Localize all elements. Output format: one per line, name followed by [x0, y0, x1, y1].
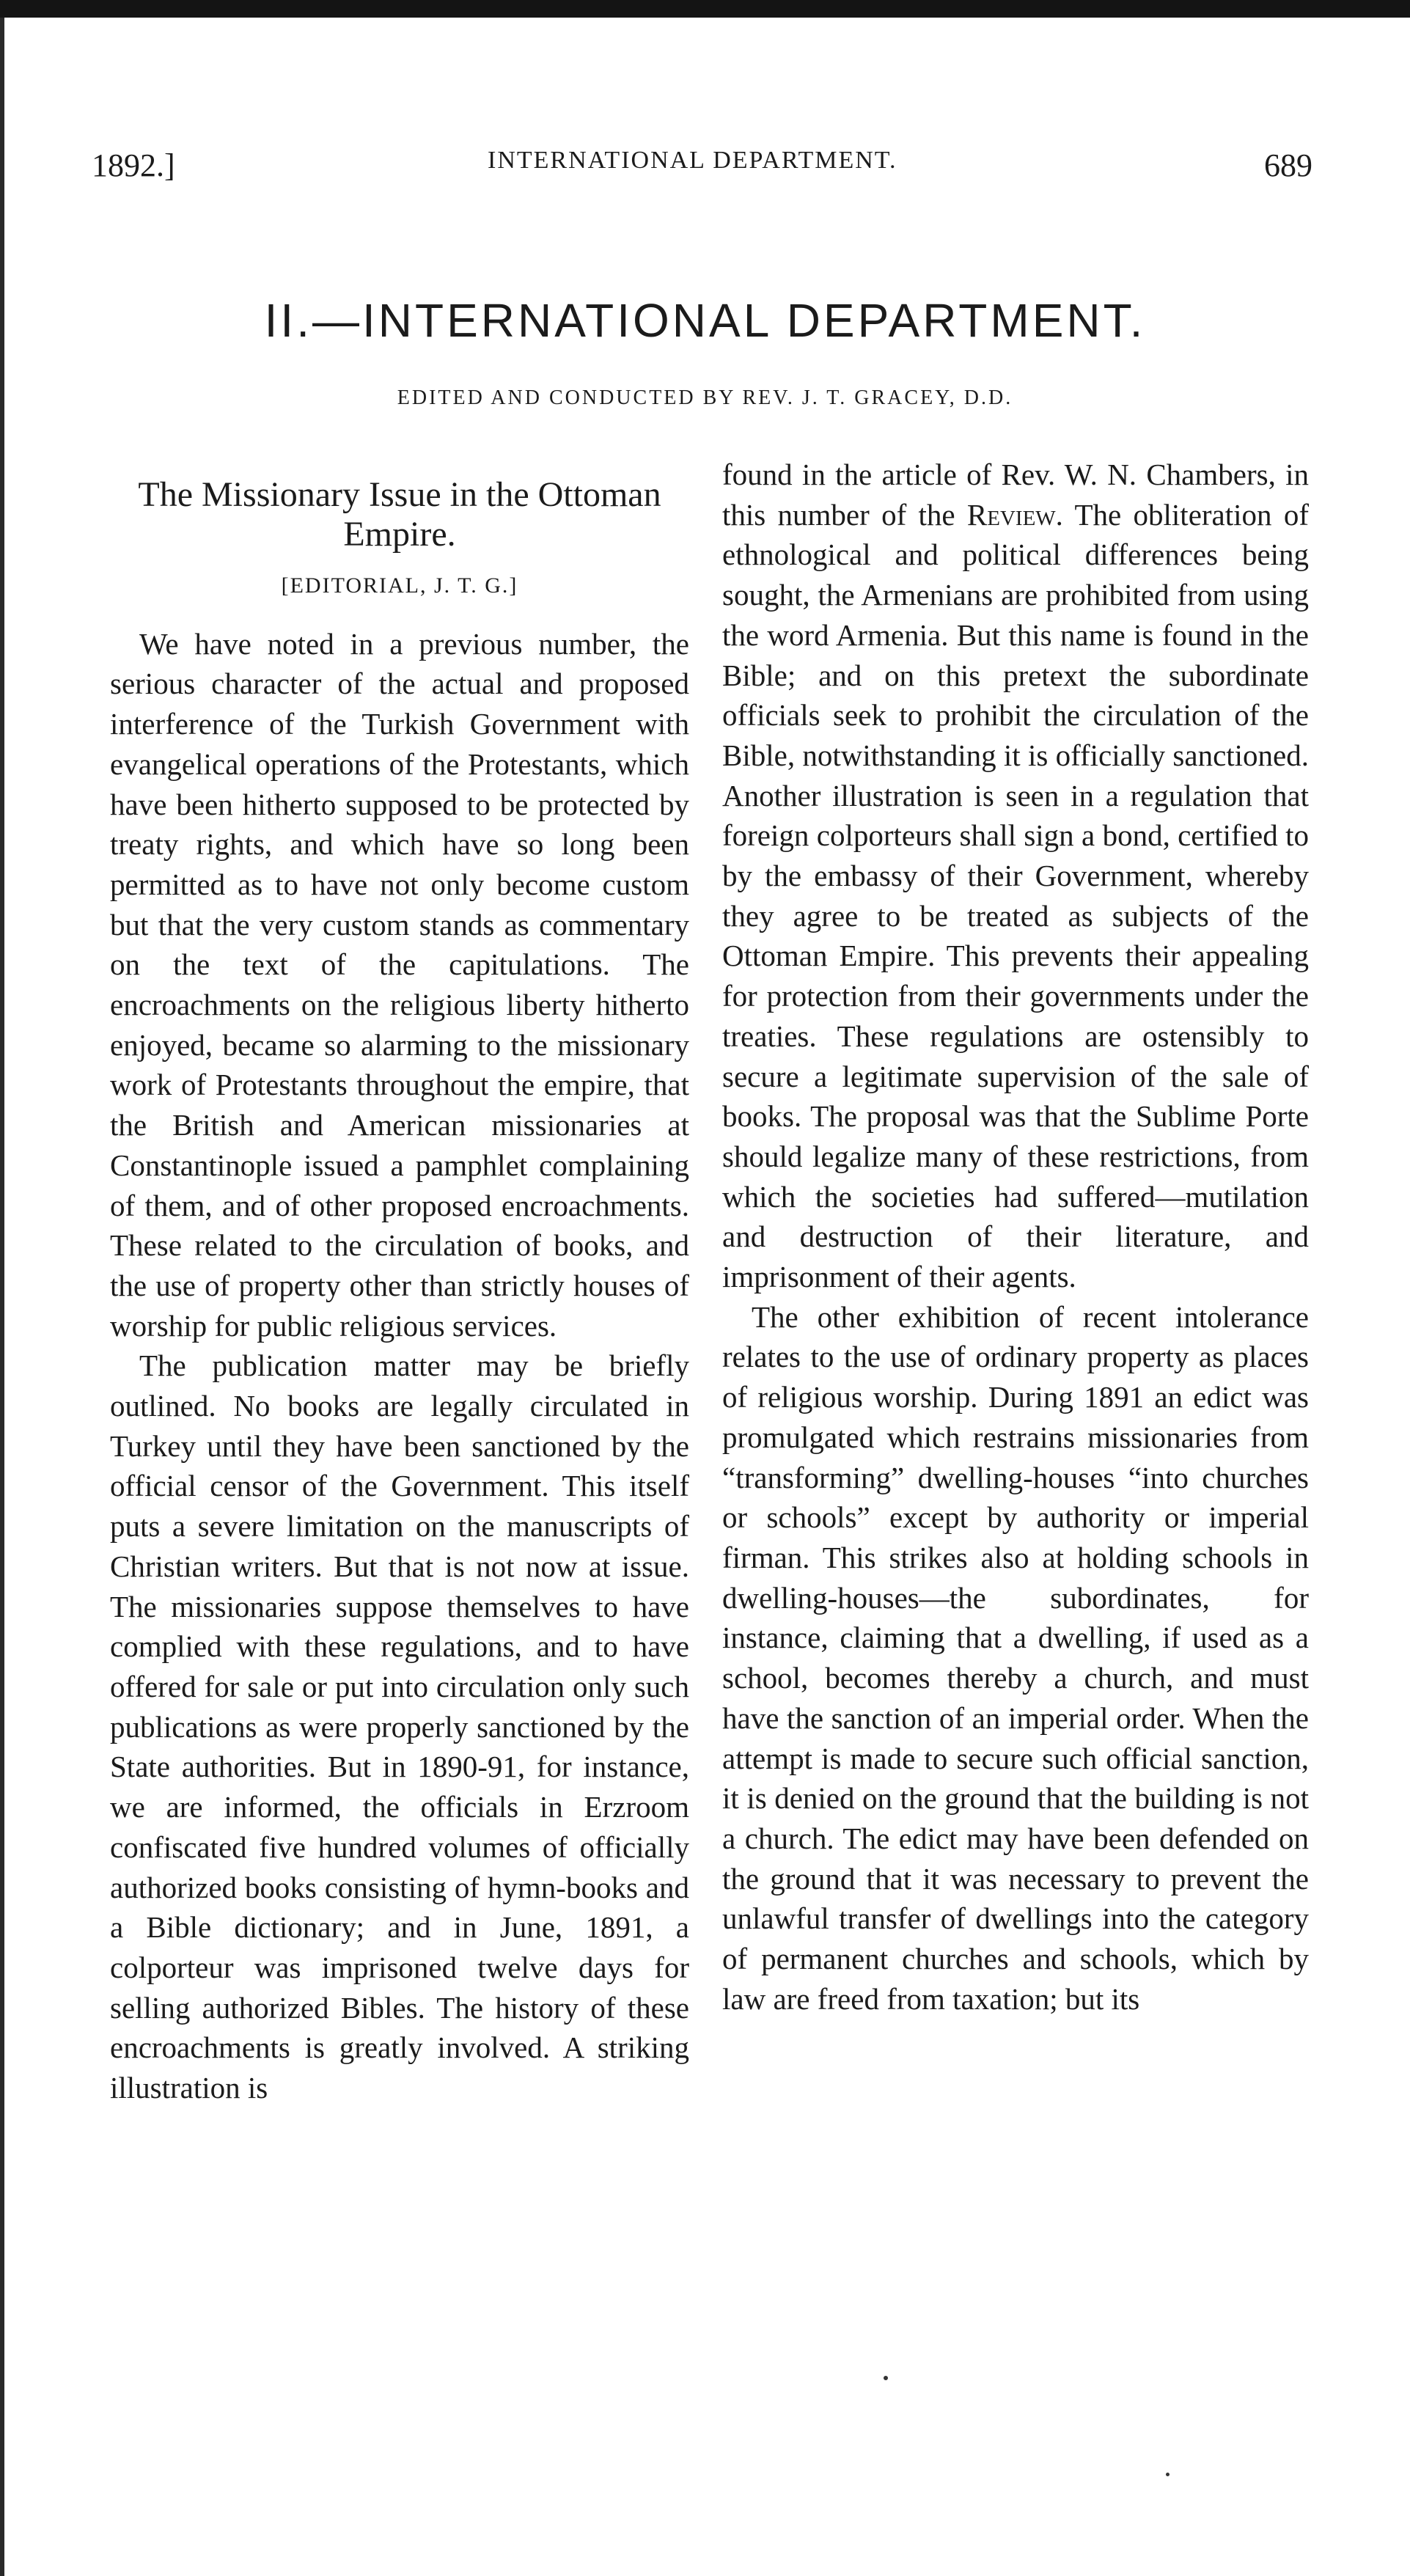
article-paragraph-continued [722, 455, 1309, 1297]
article-paragraph: We have noted in a previous number, the serious character of the actual and proposed interference of the Turkish Government with evangelical operations of the Protestants, which have been hitherto supposed to be protected by treaty rights, and which have so long been permitted as to have not only become custom but that the very custom stands as commentary on the text of the capitulations. The encroachments on the religious liberty hitherto enjoyed, became so alarming to the missionary work of Protestants throughout the empire, that the British and American missionaries at Constantinople issued a pamphlet complaining of them, and of other proposed encroachments. These related to the circulation of books, and the use of property other than strictly houses of worship for public religious services. [110, 626, 689, 1343]
left-column [110, 455, 689, 2108]
paragraph-text: . The obliteration of ethnological and political differences being sought, the Armenians are prohibited from using the word Armenia. But this name is found in the Bible; and on this pretext the subordinate officials seek to prohibit the circulation of the Bible, notwithstanding it is officially sanctioned. Another illustration is seen in a regulation that foreign colporteurs shall sign a bond, certified to by the embassy of their Government, whereby they agree to be treated as subjects of the Ottoman Empire. This prevents their appealing for protection from their governments under the treaties. These regulations are ostensibly to secure a legitimate supervision of the sale of books. The proposal was that the Sublime Porte should legalize many of these restrictions, from which the societies had suffered—mutilation and destruction of their literature, and imprisonment of their agents. [722, 497, 1309, 1294]
article-byline: [EDITORIAL, J. T. G.] [281, 573, 518, 598]
running-head-year: 1892.] [92, 147, 175, 183]
running-head-title: INTERNATIONAL DEPARTMENT. [488, 147, 897, 174]
page-top-edge [0, 0, 1410, 18]
print-speck [884, 2376, 888, 2380]
paragraph-text: found in the article of Rev. W. N. Chambers, in this number of the [722, 458, 1309, 532]
running-head [92, 147, 1312, 191]
right-column [722, 455, 1309, 2019]
page-number: 689 [1264, 147, 1312, 183]
print-speck [1166, 2473, 1170, 2476]
review-reference: Review [966, 497, 1056, 532]
article-paragraph: The other exhibition of recent intolerance relates to the use of ordinary property as places of religious worship. During 1891 an edict was promulgated which restrains missionaries from “transforming” dwelling-houses “into churches or schools” except by authority or imperial firman. This strikes also at holding schools in dwelling-houses—the subordinates, for instance, claiming that a dwelling, if used as a school, becomes thereby a church, and must have the sanction of an imperial order. When the attempt is made to secure such official sanction, it is denied on the ground that the building is not a church. The edict may have been defended on the ground that it was necessary to prevent the unlawful transfer of dwellings into the category of permanent churches and schools, which by law are freed from taxation; but its [722, 1299, 1309, 2016]
section-title: II.—INTERNATIONAL DEPARTMENT. [264, 294, 1146, 347]
article-title: The Missionary Issue in the Ottoman Empire. [138, 475, 661, 554]
section-editor-line: EDITED AND CONDUCTED BY REV. J. T. GRACEY, D.D. [397, 386, 1013, 409]
article-paragraph: The publication matter may be briefly outlined. No books are legally circulated in Turkey until they have been sanctioned by the official censor of the Government. This itself puts a severe limitation on the manuscripts of Christian writers. But that is not now at issue. The missionaries suppose themselves to have complied with these regulations, and to have offered for sale or put into circulation only such publications as were properly sanctioned by the State authorities. But in 1890-91, for instance, we are informed, the officials in Erzroom confiscated five hundred volumes of officially authorized books consisting of hymn-books and a Bible dictionary; and in June, 1891, a colporteur was imprisoned twelve days for selling authorized Bibles. The history of these encroachments is greatly involved. A striking illustration is [110, 1348, 689, 2105]
